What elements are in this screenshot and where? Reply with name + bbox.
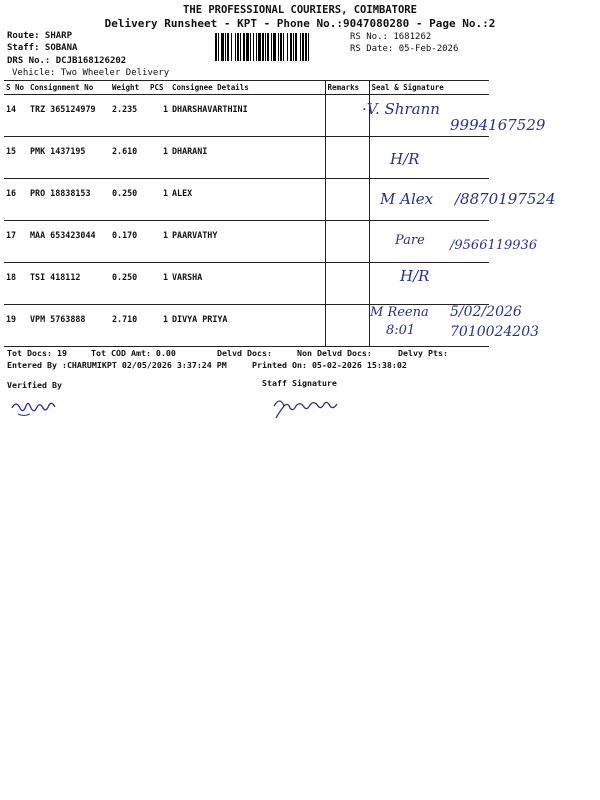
- staff-signature-label: Staff Signature: [262, 378, 337, 388]
- barcode-bar: [300, 33, 301, 61]
- barcode-bar: [253, 33, 254, 61]
- barcode-bar: [215, 33, 217, 61]
- barcode-bar: [218, 33, 219, 61]
- barcode-bar: [231, 33, 232, 61]
- barcode-bar: [243, 33, 245, 61]
- barcode: [215, 33, 347, 61]
- cell-pcs: 1: [148, 137, 170, 179]
- barcode-bar: [262, 33, 264, 61]
- cell-consignee: VARSHA: [170, 263, 325, 305]
- non-delivered-docs: Non Delvd Docs:: [297, 348, 372, 358]
- cell-weight: 2.235: [110, 95, 148, 137]
- cell-pcs: 1: [148, 305, 170, 347]
- barcode-bar: [308, 33, 309, 61]
- cell-consignment: MAA 653423044: [28, 221, 110, 263]
- vehicle-label: Vehicle: Two Wheeler Delivery: [12, 68, 170, 78]
- barcode-bar: [278, 33, 279, 61]
- barcode-bar: [305, 33, 307, 61]
- signature-row-16-phone: /8870197524: [455, 190, 556, 208]
- barcode-bar: [240, 33, 241, 61]
- delivered-docs: Delvd Docs:: [217, 348, 272, 358]
- cell-weight: 0.250: [110, 179, 148, 221]
- cell-consignee: DHARANI: [170, 137, 325, 179]
- signature-row-18: H/R: [400, 267, 430, 285]
- barcode-bar: [258, 33, 261, 61]
- col-consignee: Consignee Details: [170, 81, 325, 95]
- barcode-bar: [225, 33, 226, 61]
- printed-on: Printed On: 05-02-2026 15:38:02: [252, 360, 407, 370]
- signature-row-19-phone: 7010024203: [450, 324, 540, 340]
- barcode-bar: [280, 33, 282, 61]
- signature-row-15: H/R: [390, 150, 420, 168]
- col-signature: Seal & Signature: [369, 81, 489, 95]
- cell-weight: 0.170: [110, 221, 148, 263]
- signature-row-19-date: 5/02/2026: [450, 304, 522, 320]
- signature-row-17-phone: /9566119936: [450, 238, 538, 253]
- barcode-bar: [246, 33, 249, 61]
- total-cod-amount: Tot COD Amt: 0.00: [91, 348, 176, 358]
- col-weight: Weight: [110, 81, 148, 95]
- cell-consignment: VPM 5763888: [28, 305, 110, 347]
- barcode-bar: [227, 33, 229, 61]
- cell-sno: 14: [4, 95, 28, 137]
- rs-date: RS Date: 05-Feb-2026: [350, 44, 459, 54]
- barcode-bar: [256, 33, 257, 61]
- cell-sno: 16: [4, 179, 28, 221]
- cell-pcs: 1: [148, 179, 170, 221]
- entered-by: Entered By :CHARUMIKPT 02/05/2026 3:37:24 PM: [7, 360, 227, 370]
- runsheet-subtitle: Delivery Runsheet - KPT - Phone No.:9047080280 - Page No.:2: [104, 17, 496, 30]
- cell-consignee: ALEX: [170, 179, 325, 221]
- barcode-bar: [295, 33, 297, 61]
- delivery-points: Delvy Pts:: [398, 348, 448, 358]
- col-sno: S No: [4, 81, 28, 95]
- staff-label: Staff: SOBANA: [7, 43, 78, 53]
- barcode-bar: [293, 33, 294, 61]
- cell-weight: 2.610: [110, 137, 148, 179]
- signature-row-14-name: ·V. Shrann: [362, 100, 440, 118]
- barcode-bar: [287, 33, 288, 61]
- signature-row-17-name: Pare: [395, 233, 425, 248]
- cell-consignment: TRZ 365124979: [28, 95, 110, 137]
- cell-pcs: 1: [148, 221, 170, 263]
- barcode-bar: [273, 33, 276, 61]
- barcode-bar: [271, 33, 272, 61]
- signature-row-19-time: 8:01: [386, 323, 416, 338]
- barcode-bar: [237, 33, 239, 61]
- col-consignment: Consignment No: [28, 81, 110, 95]
- drs-label: DRS No.: DCJB168126202: [7, 56, 127, 66]
- cell-consignment: PRO 18838153: [28, 179, 110, 221]
- col-pcs: PCS: [148, 81, 170, 95]
- barcode-bar: [250, 33, 251, 61]
- rs-number: RS No.: 1681262: [350, 32, 432, 42]
- staff-signature: [270, 392, 350, 420]
- verified-by-label: Verified By: [7, 380, 62, 390]
- barcode-bar: [235, 33, 236, 61]
- barcode-bar: [221, 33, 224, 61]
- barcode-bar: [290, 33, 292, 61]
- barcode-bar: [283, 33, 284, 61]
- cell-weight: 2.710: [110, 305, 148, 347]
- cell-sno: 15: [4, 137, 28, 179]
- cell-consignee: DHARSHAVARTHINI: [170, 95, 325, 137]
- signature-row-19-name: M Reena: [370, 305, 429, 320]
- barcode-bar: [265, 33, 266, 61]
- cell-pcs: 1: [148, 263, 170, 305]
- cell-pcs: 1: [148, 95, 170, 137]
- cell-consignment: PMK 1437195: [28, 137, 110, 179]
- cell-weight: 0.250: [110, 263, 148, 305]
- col-remarks: Remarks: [325, 81, 369, 95]
- cell-consignment: TSI 418112: [28, 263, 110, 305]
- barcode-bar: [302, 33, 304, 61]
- barcode-bar: [267, 33, 269, 61]
- verifier-signature: [8, 394, 68, 420]
- handwritten-signatures: [350, 86, 590, 351]
- cell-consignee: DIVYA PRIYA: [170, 305, 325, 347]
- route-label: Route: SHARP: [7, 31, 73, 41]
- company-title: THE PROFESSIONAL COURIERS, COIMBATORE: [183, 4, 417, 16]
- total-docs: Tot Docs: 19: [7, 348, 67, 358]
- cell-sno: 17: [4, 221, 28, 263]
- signature-row-16-name: M Alex: [380, 190, 434, 208]
- signature-row-14-phone: 9994167529: [450, 116, 546, 134]
- cell-sno: 19: [4, 305, 28, 347]
- cell-consignee: PAARVATHY: [170, 221, 325, 263]
- cell-sno: 18: [4, 263, 28, 305]
